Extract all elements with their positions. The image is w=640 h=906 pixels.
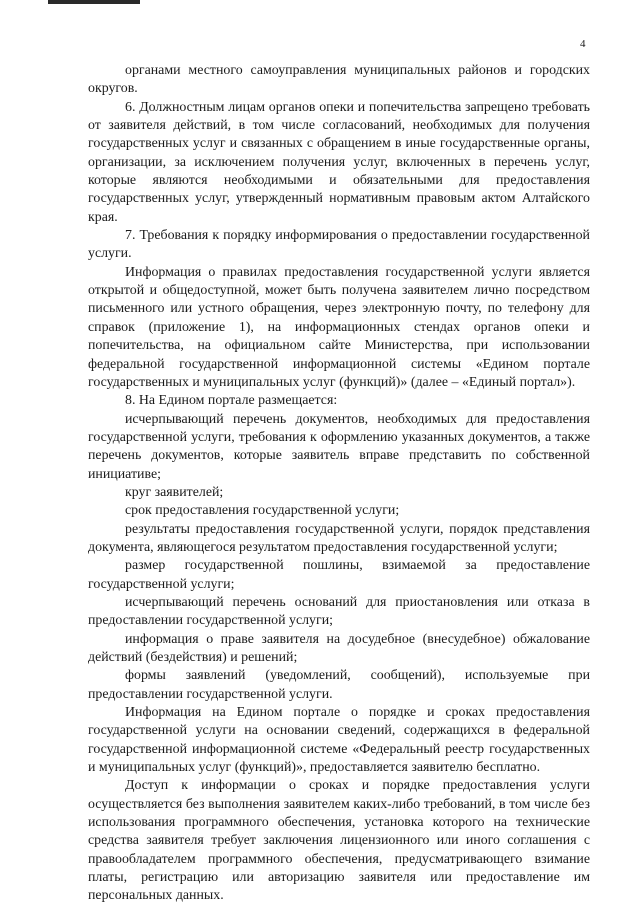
list-item-grounds: исчерпывающий перечень оснований для приостановления или отказа в предоставлении государственной услуги; xyxy=(88,594,590,629)
list-item-term: срок предоставления государственной услуги; xyxy=(125,503,400,519)
paragraph-item-8-heading: 8. На Едином портале размещается: xyxy=(125,393,338,409)
paragraph-item-7-heading: 7. Требования к порядку информирования о предоставлении государственной услуги. xyxy=(88,228,590,262)
list-item-appeal: информация о праве заявителя на досудебное (внесудебное) обжалование действий (бездействия) и решений; xyxy=(88,631,590,665)
list-item-results: результаты предоставления государственной услуги, порядок представления документа, являющегося результатом предоставления государственной услуги; xyxy=(88,521,590,555)
document-body xyxy=(88,62,590,906)
scan-artifact-mark xyxy=(48,0,140,4)
paragraph-item-6: 6. Должностным лицам органов опеки и попечительства запрещено требовать от заявителя действий, в том числе согласований, необходимых для получения государственных услуг и связанных с обращением в иные государственные органы, организации, за исключением получения услуг, включенных в перечень услуг, которые являются необходимыми и обязательными для предоставления государственных услуг, утвержденный нормативным правовым актом Алтайского края. xyxy=(88,99,590,225)
list-item-fee: размер государственной пошлины, взимаемой за предоставление государственной услуги; xyxy=(88,558,590,592)
page-number: 4 xyxy=(580,38,586,50)
list-item-applicants: круг заявителей; xyxy=(125,484,224,500)
paragraph-access-conditions: Доступ к информации о сроках и порядке предоставления услуги осуществляется без выполнения заявителем каких-либо требований, в том числе без использования программного обеспечения, установка которого на технические средства заявителя требует заключения лицензионного или иного соглашения с правообладателем программного обеспечения, предусматривающего взимание платы, регистрацию или авторизацию заявителя или предоставление им персональных данных. xyxy=(88,778,590,904)
list-item-forms: формы заявлений (уведомлений, сообщений), используемые при предоставлении государственной услуги. xyxy=(88,668,590,702)
paragraph-information-rules: Информация о правилах предоставления государственной услуги является открытой и общедоступной, может быть получена заявителем лично посредством письменного или устного обращения, через электронную почту, по телефону для справок (приложение 1), на информационных стендах органов опеки и попечительства, на официальном сайте Министерства, при использовании федеральной государственной информационной системы «Едином портале государственных и муниципальных услуг (функций)» (далее – «Единый портал»). xyxy=(88,264,590,390)
paragraph-municipal-bodies: органами местного самоуправления муниципальных районов и городских округов. xyxy=(88,63,590,97)
paragraph-portal-information: Информация на Едином портале о порядке и сроках предоставления государственной услуги на основании сведений, содержащихся в федеральной государственной информационной системе «Федеральный реестр государственных и муниципальных услуг (функций)», предоставляется заявителю бесплатно. xyxy=(88,705,590,776)
list-item-documents: исчерпывающий перечень документов, необходимых для предоставления государственной услуги, требования к оформлению указанных документов, а также перечень документов, которые заявитель вправе представить по собственной инициативе; xyxy=(88,411,590,482)
